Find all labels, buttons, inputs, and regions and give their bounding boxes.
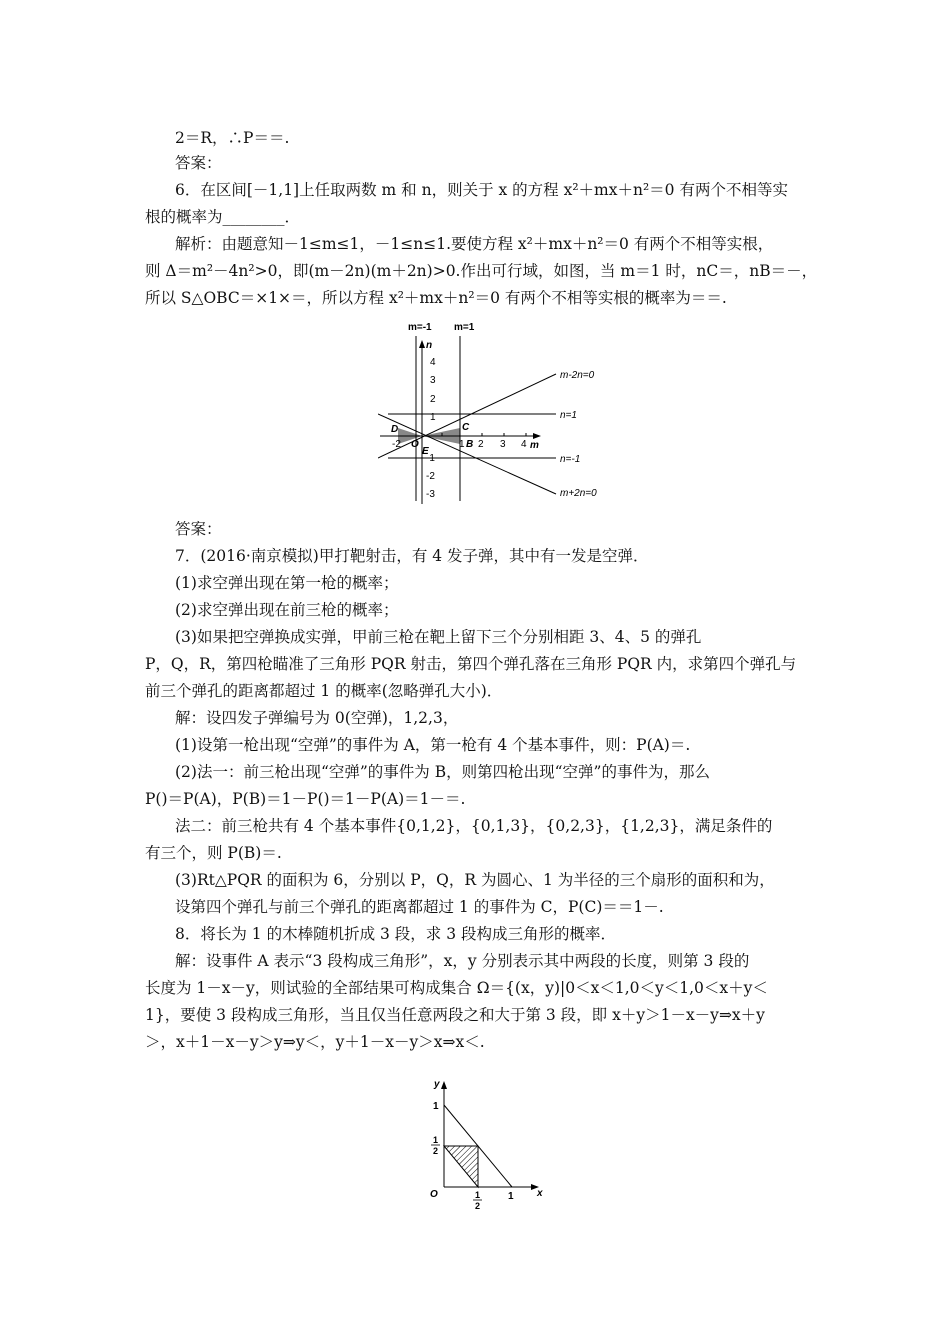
text-line: 7．(2016·南京模拟)甲打靶射击，有 4 发子弹，其中有一发是空弹． bbox=[175, 547, 649, 565]
figure-triangle-region bbox=[418, 1075, 558, 1210]
text-line: (2)法一：前三枪出现“空弹”的事件为 B，则第四枪出现“空弹”的事件为，那么 bbox=[175, 763, 710, 781]
text-line: 解：设事件 A 表示“3 段构成三角形”，x，y 分别表示其中两段的长度，则第 3 段的 bbox=[175, 952, 750, 970]
label-y-axis: y bbox=[434, 1079, 440, 1090]
label-x-half-num: 1 bbox=[475, 1190, 481, 1200]
label-line-m2n: m+2n=0 bbox=[560, 488, 597, 499]
text-line: 1}，要使 3 段构成三角形，当且仅当任意两段之和大于第 3 段，即 x＋y＞1－x－y⇒x＋y bbox=[145, 1006, 765, 1024]
label-y-half-den: 2 bbox=[433, 1146, 439, 1156]
label-y-half-num: 1 bbox=[433, 1135, 439, 1145]
label-line-m-2n: m-2n=0 bbox=[560, 370, 595, 381]
text-line: ＞，x＋1－x－y＞y⇒y＜，y＋1－x－y＞x⇒x＜. bbox=[145, 1033, 485, 1051]
text-line: 答案： bbox=[175, 154, 222, 172]
tick-label-y: 2 bbox=[430, 394, 436, 405]
text-line: 则 Δ＝m²－4n²>0，即(m－2n)(m＋2n)>0.作出可行域，如图，当 m＝1 时，nC＝，nB＝－， bbox=[145, 262, 818, 280]
tick-label-y: 3 bbox=[430, 375, 436, 386]
label-point-c: C bbox=[462, 422, 470, 433]
text-line: (1)设第一枪出现“空弹”的事件为 A，第一枪有 4 个基本事件，则：P(A)＝. bbox=[175, 736, 691, 754]
text-line: 解析：由题意知－1≤m≤1，－1≤n≤1.要使方程 x²＋mx＋n²＝0 有两个不相等实根， bbox=[175, 235, 774, 253]
tick-label-y: -2 bbox=[426, 471, 435, 482]
label-m-axis: m bbox=[530, 440, 539, 451]
label-point-e: E bbox=[422, 446, 429, 457]
text-line: 前三个弹孔的距离都超过 1 的概率(忽略弹孔大小)． bbox=[145, 682, 503, 700]
text-line: 解：设四发子弹编号为 0(空弹)，1,2,3， bbox=[175, 709, 459, 727]
label-point-d: D bbox=[391, 424, 399, 435]
label-n-axis: n bbox=[426, 340, 433, 351]
label-x-half-den: 2 bbox=[475, 1201, 481, 1210]
label-x-one: 1 bbox=[508, 1191, 514, 1202]
tick-label-y: -1 bbox=[426, 453, 435, 464]
label-point-b: B bbox=[466, 439, 474, 450]
tick-label-y: 1 bbox=[430, 412, 436, 423]
tick-label-x: 1 bbox=[459, 439, 465, 450]
text-line: P()＝P(A)，P(B)＝1－P()＝1－P(A)＝1－＝. bbox=[145, 790, 466, 808]
text-line: 法二：前三枪共有 4 个基本事件{0,1,2}，{0,1,3}，{0,2,3}，{1,2,3}，满足条件的 bbox=[175, 817, 773, 835]
text-line: (3)Rt△PQR 的面积为 6，分别以 P，Q，R 为圆心、1 为半径的三个扇形的面积和为， bbox=[175, 871, 775, 889]
text-line: 6．在区间[－1,1]上任取两数 m 和 n，则关于 x 的方程 x²＋mx＋n²＝0 有两个不相等实 bbox=[175, 181, 788, 199]
figure-feasible-region bbox=[378, 316, 640, 506]
text-line: (3)如果把空弹换成实弹，甲前三枪在靶上留下三个分别相距 3、4、5 的弹孔 bbox=[175, 628, 702, 646]
text-line: (2)求空弹出现在前三枪的概率； bbox=[175, 601, 399, 619]
tick-label-y: -3 bbox=[426, 489, 435, 500]
text-line: (1)求空弹出现在第一枪的概率； bbox=[175, 574, 399, 592]
label-point-o: O bbox=[411, 439, 419, 450]
tick-label-x: 4 bbox=[521, 439, 527, 450]
label-x-axis: x bbox=[537, 1188, 543, 1199]
label-line-n1: n=1 bbox=[560, 410, 577, 421]
tick-label-x: -2 bbox=[392, 439, 401, 450]
label-m-pos1: m=1 bbox=[454, 322, 475, 333]
label-line-n-neg1: n=-1 bbox=[560, 454, 581, 465]
tick-label-x: 3 bbox=[500, 439, 506, 450]
tick-label-y: 4 bbox=[430, 357, 436, 368]
text-line: 根的概率为________． bbox=[145, 208, 301, 226]
label-origin: O bbox=[430, 1189, 438, 1200]
text-line: P，Q，R，第四枪瞄准了三角形 PQR 射击，第四个弹孔落在三角形 PQR 内，求第四个弹孔与 bbox=[145, 655, 797, 673]
text-line: 2＝R，∴P＝＝. bbox=[175, 129, 290, 147]
text-line: 长度为 1－x－y，则试验的全部结果可构成集合 Ω＝{(x，y)|0＜x＜1,0＜y＜1,0＜x＋y＜ bbox=[145, 979, 768, 997]
text-line: 有三个，则 P(B)＝. bbox=[145, 844, 282, 862]
text-line: 所以 S△OBC＝×1×＝，所以方程 x²＋mx＋n²＝0 有两个不相等实根的概率为＝＝. bbox=[145, 289, 727, 307]
tick-label-x: 2 bbox=[478, 439, 484, 450]
text-line: 8．将长为 1 的木棒随机折成 3 段，求 3 段构成三角形的概率． bbox=[175, 925, 617, 943]
text-line: 答案： bbox=[175, 520, 222, 538]
text-line: 设第四个弹孔与前三个弹孔的距离都超过 1 的事件为 C，P(C)＝＝1－. bbox=[175, 898, 664, 916]
label-y-one: 1 bbox=[433, 1101, 439, 1112]
shaded-triangle bbox=[444, 1146, 478, 1187]
label-m-neg1: m=-1 bbox=[408, 322, 432, 333]
